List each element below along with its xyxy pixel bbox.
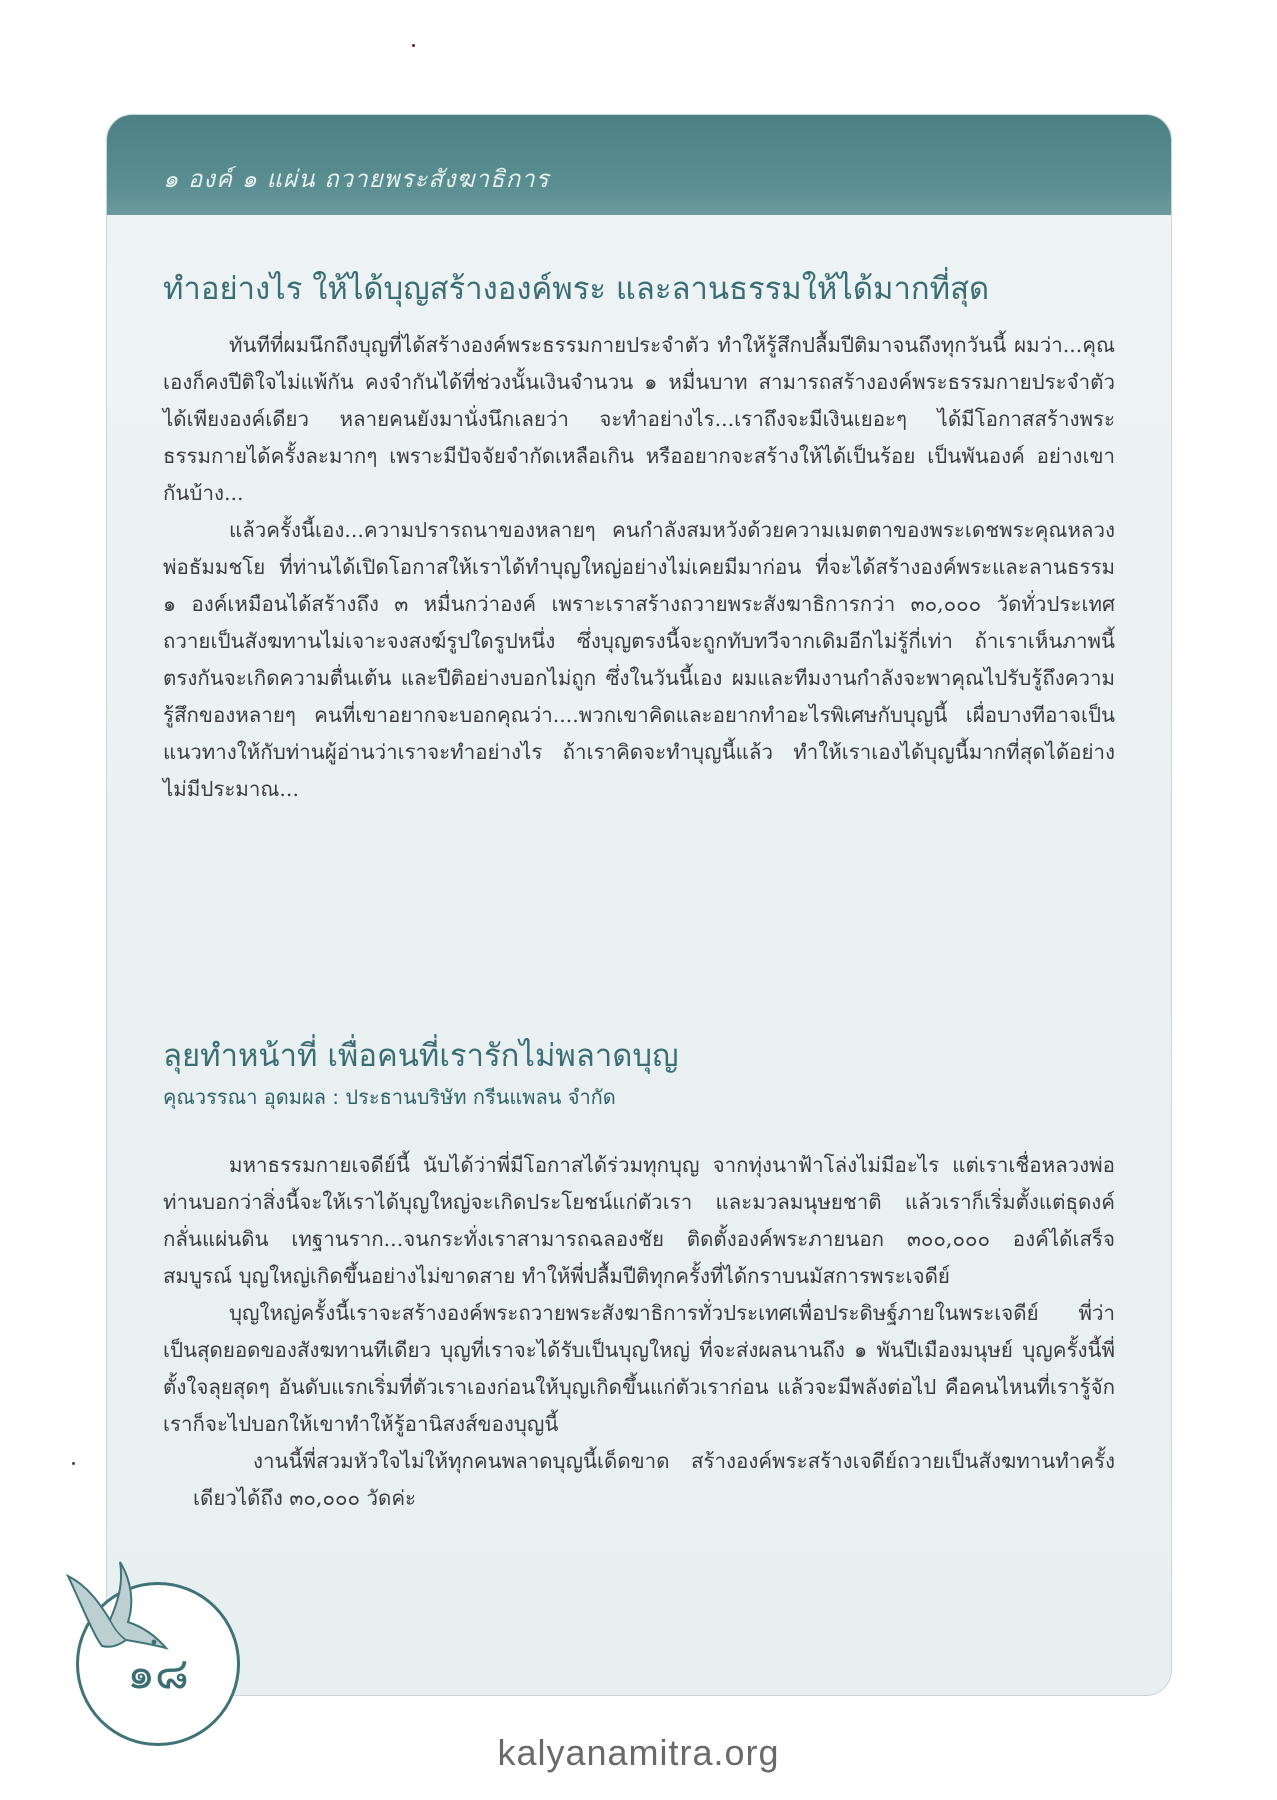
byline: คุณวรรณา อุดมผล : ประธานบริษัท กรีนแพลน จำกัด — [163, 1085, 616, 1109]
paragraph: บุญใหญ่ครั้งนี้เราจะสร้างองค์พระถวายพระสังฆาธิการทั่วประเทศเพื่อประดิษฐ์ภายในพระเจดีย์ พี่ว่าเป็นสุดยอดของสังฆทานทีเดียว บุญที่เราจะได้รับเป็นบุญใหญ่ ที่จะส่งผลนานถึง ๑ พันปีเมืองมนุษย์ บุญครั้งนี้พี่ตั้งใจลุยสุดๆ อันดับแรกเริ่มที่ตัวเราเองก่อนให้บุญเกิดขึ้นแก่ตัวเราก่อน แล้วจะมีพลังต่อไป คือคนไหนที่เรารู้จัก เราก็จะไปบอกให้เขาทำให้รู้อานิสงส์ของบุญนี้ — [163, 1301, 1115, 1436]
header-band — [107, 115, 1171, 215]
page-number: ๑๘ — [127, 1648, 189, 1699]
paragraph: งานนี้พี่สวมหัวใจไม่ให้ทุกคนพลาดบุญนี้เด็ดขาด สร้างองค์พระสร้างเจดีย์ถวายเป็นสังฆทานทำครั้งเดียวได้ถึง ๓๐,๐๐๐ วัดค่ะ — [193, 1449, 1115, 1510]
paragraph: ทันทีที่ผมนึกถึงบุญที่ได้สร้างองค์พระธรรมกายประจำตัว ทำให้รู้สึกปลื้มปีติมาจนถึงทุกวันนี้ ผมว่า...คุณเองก็คงปีติใจไม่แพ้กัน คงจำกันได้ที่ช่วงนั้นเงินจำนวน ๑ หมื่นบาท สามารถสร้างองค์พระธรรมกายประจำตัวได้เพียงองค์เดียว หลายคนยังมานั่งนึกเลยว่า จะทำอย่างไร...เราถึงจะมีเงินเยอะๆ ได้มีโอกาสสร้างพระธรรมกายได้ครั้งละมากๆ เพราะมีปัจจัยจำกัดเหลือเกิน หรืออยากจะสร้างให้ได้เป็นร้อย เป็นพันองค์ อย่างเขากันบ้าง... — [163, 333, 1115, 505]
paragraph: มหาธรรมกายเจดีย์นี้ นับได้ว่าพี่มีโอกาสได้ร่วมทุกบุญ จากทุ่งนาฟ้าโล่งไม่มีอะไร แต่เราเชื่อหลวงพ่อ ท่านบอกว่าสิ่งนี้จะให้เราได้บุญใหญ่จะเกิดประโยชน์แก่ตัวเรา และมวลมนุษยชาติ แล้วเราก็เริ่มตั้งแต่ธุดงค์กลั่นแผ่นดิน เทฐานราก...จนกระทั่งเราสามารถฉลองชัย ติดตั้งองค์พระภายนอก ๓๐๐,๐๐๐ องค์ได้เสร็จสมบูรณ์ บุญใหญ่เกิดขึ้นอย่างไม่ขาดสาย ทำให้พี่ปลื้มปีติทุกครั้งที่ได้กราบนมัสการพระเจดีย์ — [163, 1153, 1115, 1288]
section-body — [163, 327, 1115, 808]
section-heading: ลุยทำหน้าที่ เพื่อคนที่เรารักไม่พลาดบุญ — [163, 1038, 679, 1074]
content-panel — [106, 114, 1172, 1696]
section-body — [163, 1147, 1115, 1517]
section-heading: ทำอย่างไร ให้ได้บุญสร้างองค์พระ และลานธรรมให้ได้มากที่สุด — [163, 271, 990, 307]
watermark: kalyanamitra.org — [497, 1732, 780, 1773]
paper-speck — [72, 1462, 75, 1465]
paragraph: แล้วครั้งนี้เอง...ความปรารถนาของหลายๆ คนกำลังสมหวังด้วยความเมตตาของพระเดชพระคุณหลวงพ่อธัมมชโย ที่ท่านได้เปิดโอกาสให้เราได้ทำบุญใหญ่อย่างไม่เคยมีมาก่อน ที่จะได้สร้างองค์พระและลานธรรม ๑ องค์เหมือนได้สร้างถึง ๓ หมื่นกว่าองค์ เพราะเราสร้างถวายพระสังฆาธิการกว่า ๓๐,๐๐๐ วัดทั่วประเทศ ถวายเป็นสังฆทานไม่เจาะจงสงฆ์รูปใดรูปหนึ่ง ซึ่งบุญตรงนี้จะถูกทับทวีจากเดิมอีกไม่รู้กี่เท่า ถ้าเราเห็นภาพนี้ตรงกันจะเกิดความตื่นเต้น และปีติอย่างบอกไม่ถูก ซึ่งในวันนี้เอง ผมและทีมงานกำลังจะพาคุณไปรับรู้ถึงความรู้สึกของหลายๆ คนที่เขาอยากจะบอกคุณว่า....พวกเขาคิดและอยากทำอะไรพิเศษกับบุญนี้ เผื่อบางทีอาจเป็นแนวทางให้กับท่านผู้อ่านว่าเราจะทำอย่างไร ถ้าเราคิดจะทำบุญนี้แล้ว ทำให้เราเองได้บุญนี้มากที่สุดได้อย่างไม่มีประมาณ... — [163, 518, 1115, 801]
header-title: ๑ องค์ ๑ แผ่น ถวายพระสังฆาธิการ — [163, 165, 550, 193]
paper-speck — [412, 44, 415, 47]
bird-icon — [58, 1556, 178, 1676]
